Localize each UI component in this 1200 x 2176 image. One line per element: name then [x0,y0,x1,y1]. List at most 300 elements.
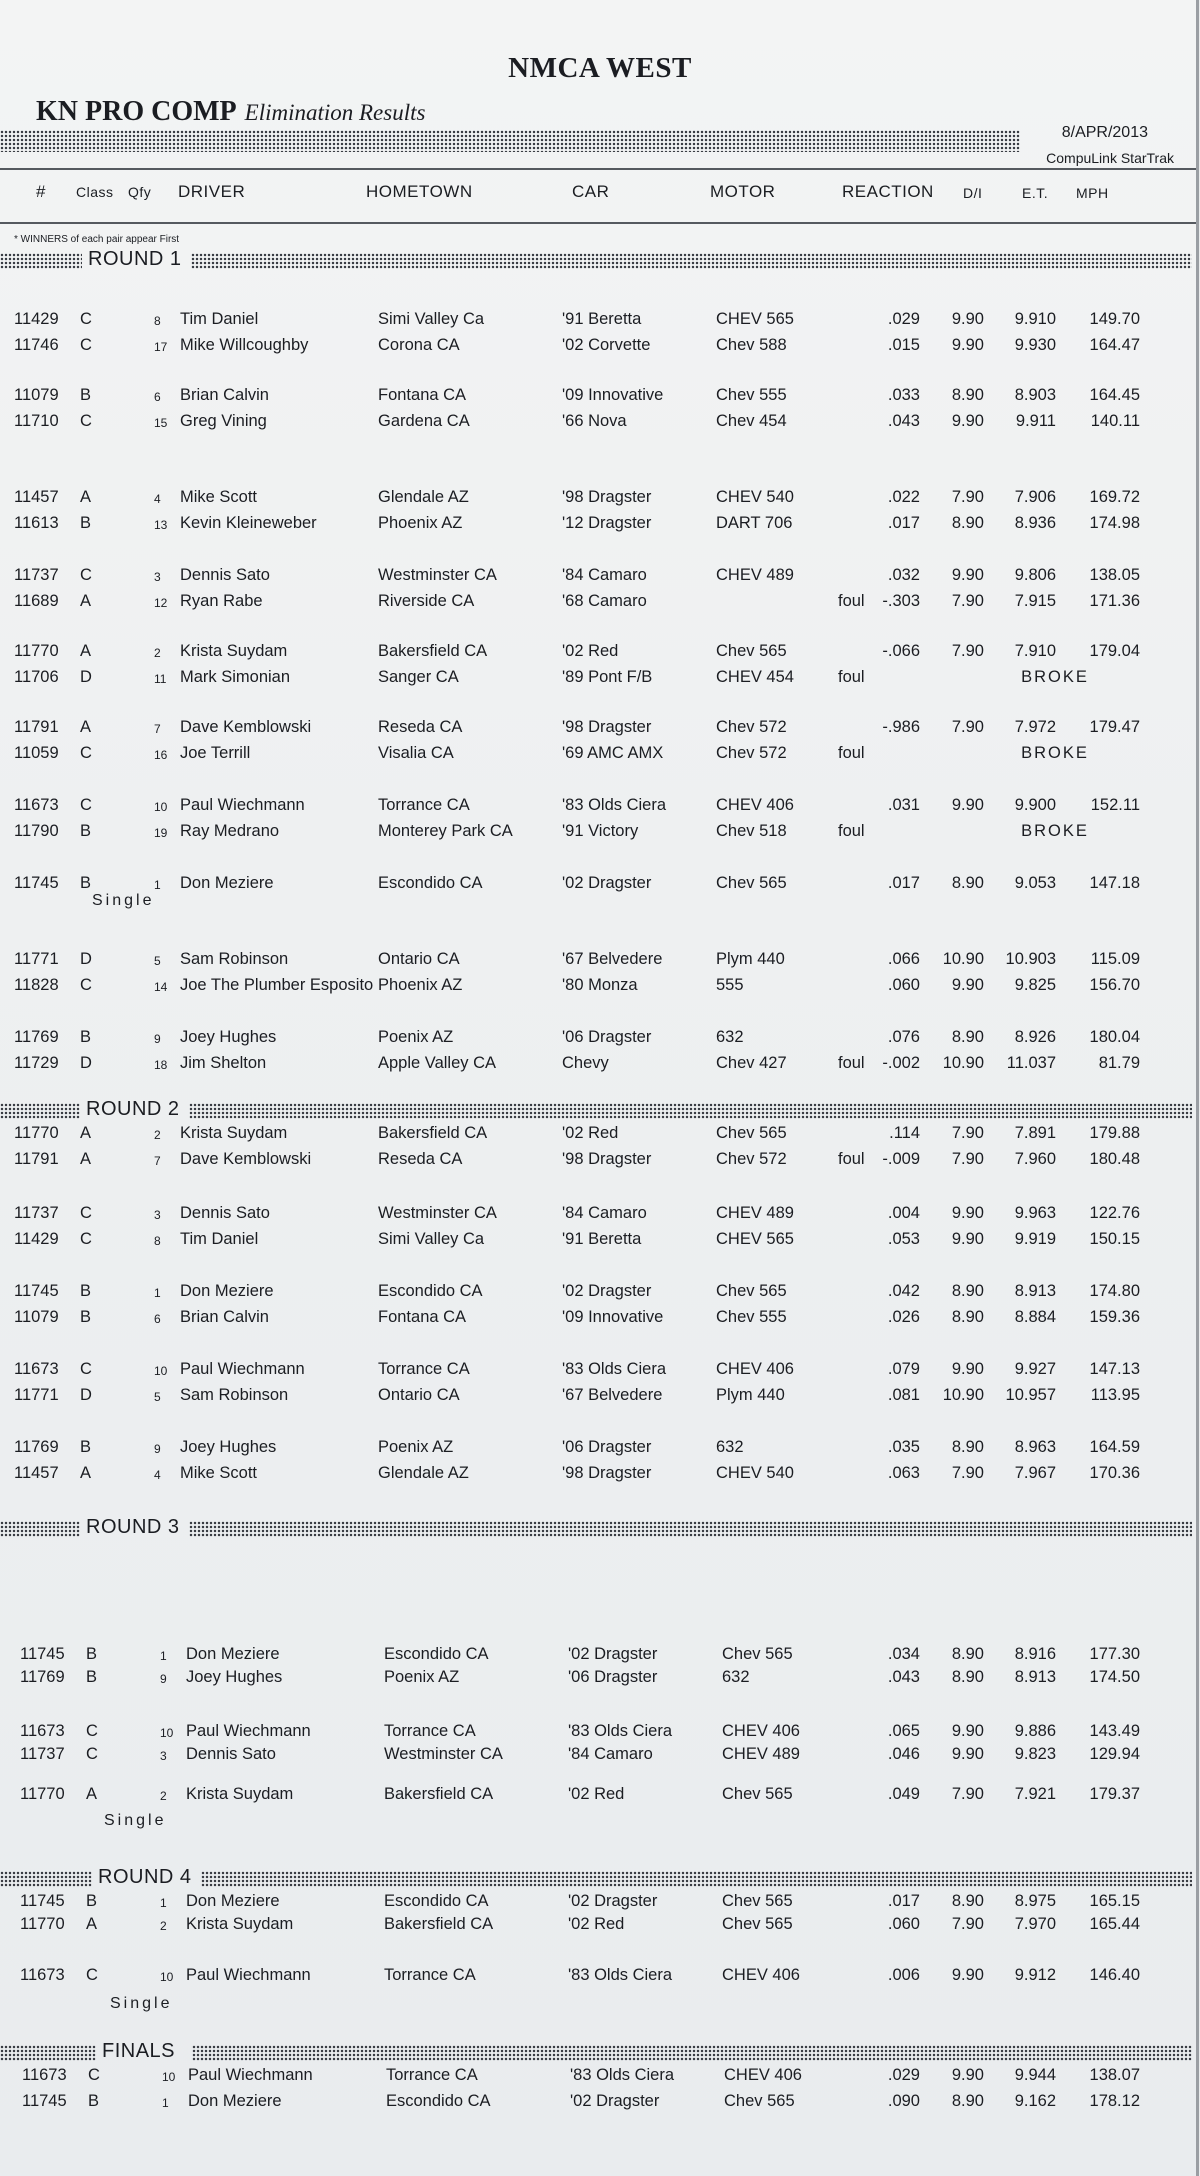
hometown: Torrance CA [384,1966,476,1984]
result-row [0,386,1200,408]
car-number: 11729 [14,1054,59,1072]
motor: 632 [716,1028,744,1046]
round-dots-left [0,1871,92,1887]
class-letter: B [80,822,92,840]
hometown: Riverside CA [378,592,475,610]
car-number: 11745 [14,874,59,892]
car-number: 11769 [14,1028,59,1046]
hometown: Escondido CA [386,2092,491,2110]
car-model: '98 Dragster [562,488,652,506]
motor: 632 [722,1668,750,1686]
reaction-time: .065 [887,1722,920,1740]
reaction-time: .033 [887,386,920,404]
mph: 122.76 [1089,1204,1140,1222]
result-row [0,950,1200,972]
reaction-time: .079 [887,1360,920,1378]
round-dots-right [189,1103,1192,1119]
foul-flag: foul [838,592,865,610]
dial-in: 7.90 [951,1464,984,1482]
qualify-position: 10 [160,1726,174,1740]
car-model: '06 Dragster [568,1668,658,1686]
car-number: 11745 [22,2092,67,2110]
class-letter: A [86,1915,98,1933]
hometown: Bakersfield CA [384,1915,494,1933]
col-motor: MOTOR [710,182,776,201]
car-number: 11429 [14,310,59,328]
mph: 170.36 [1089,1464,1140,1482]
elapsed-time: 7.970 [1014,1915,1056,1933]
class-letter: C [80,744,92,762]
elapsed-time: 9.912 [1014,1966,1056,1984]
elapsed-time: 8.913 [1014,1668,1056,1686]
motor: CHEV 406 [722,1966,800,1984]
car-number: 11770 [14,642,59,660]
mph: 174.80 [1089,1282,1140,1300]
car-number: 11079 [14,386,59,404]
driver-name: Paul Wiechmann [186,1966,311,1984]
mph: 165.44 [1089,1915,1140,1933]
car-number: 11737 [20,1745,65,1763]
col-class: Class [76,184,114,200]
reaction-time: .042 [887,1282,920,1300]
hometown: Torrance CA [384,1722,476,1740]
car-number: 11737 [14,566,59,584]
reaction-time: .046 [887,1745,920,1763]
reaction-time: .017 [887,514,920,532]
qualify-position: 15 [154,416,168,430]
qualify-position: 13 [154,518,168,532]
hometown: Apple Valley CA [378,1054,497,1072]
driver-name: Don Meziere [180,1282,274,1300]
foul-flag: foul [838,1150,865,1168]
col-driver: DRIVER [178,182,246,201]
dial-in: 9.90 [951,1204,984,1222]
motor: Chev 565 [722,1645,793,1663]
qualify-position: 1 [154,878,161,892]
driver-name: Joey Hughes [180,1438,277,1456]
mph: 140.11 [1090,412,1140,430]
round-dots-right [201,1871,1192,1887]
driver-name: Don Meziere [188,2092,282,2110]
class-letter: C [86,1745,98,1763]
mph: 147.18 [1089,874,1140,892]
result-row [0,412,1200,434]
result-row [0,874,1200,896]
result-row [0,1028,1200,1050]
class-letter: B [80,1028,92,1046]
class-letter: A [80,642,92,660]
car-model: '02 Dragster [568,1645,658,1663]
hometown: Corona CA [378,336,460,354]
driver-name: Mike Scott [180,488,258,506]
hometown: Poenix AZ [378,1028,454,1046]
mph: 149.70 [1089,310,1140,328]
driver-name: Dave Kemblowski [180,1150,312,1168]
elapsed-time: 8.916 [1014,1645,1056,1663]
car-model: '84 Camaro [568,1745,653,1763]
reaction-time: .049 [887,1785,920,1803]
class-letter: C [86,1722,98,1740]
round-label: ROUND 1 [88,248,182,270]
dial-in: 8.90 [951,1668,984,1686]
motor: CHEV 489 [716,1204,794,1222]
result-row [0,744,1200,766]
motor: Chev 565 [722,1785,793,1803]
result-row [0,976,1200,998]
header-rule-top [0,168,1196,170]
car-number: 11457 [14,488,59,506]
reaction-time: .066 [887,950,920,968]
motor: CHEV 565 [716,310,794,328]
qualify-position: 7 [154,1154,161,1168]
driver-name: Mike Scott [180,1464,258,1482]
hometown: Westminster CA [378,566,497,584]
result-row [0,1645,1200,1667]
class-letter: C [88,2066,100,2084]
qualify-position: 3 [154,1208,161,1222]
driver-name: Don Meziere [180,874,274,892]
class-name: KN PRO COMP [36,96,237,127]
dial-in: 8.90 [951,1308,984,1326]
elapsed-time: 7.915 [1014,592,1056,610]
dial-in: 7.90 [951,642,984,660]
round-label: FINALS [102,2040,176,2062]
elapsed-time: 10.903 [1005,950,1056,968]
reaction-time: .029 [887,310,920,328]
elapsed-time: 10.957 [1005,1386,1056,1404]
foul-flag: foul [838,744,865,762]
driver-name: Ray Medrano [180,822,280,840]
car-number: 11745 [14,1282,59,1300]
result-row [0,718,1200,740]
qualify-position: 2 [160,1789,167,1803]
car-model: '68 Camaro [562,592,647,610]
mph: 179.88 [1089,1124,1140,1142]
result-row [0,1150,1200,1172]
driver-name: Joey Hughes [186,1668,283,1686]
round-label: ROUND 4 [98,1866,192,1888]
motor: Chev 427 [716,1054,787,1072]
reaction-time: .006 [887,1966,920,1984]
round-dots-right [191,253,1192,269]
hometown: Reseda CA [378,1150,463,1168]
motor: CHEV 489 [722,1745,800,1763]
mph: 178.12 [1089,2092,1140,2110]
car-number: 11673 [14,1360,59,1378]
dial-in: 8.90 [951,386,984,404]
car-model: '83 Olds Ciera [562,796,667,814]
class-letter: C [80,1360,92,1378]
result-row [0,1464,1200,1486]
elapsed-time: 7.967 [1014,1464,1056,1482]
dial-in: 8.90 [951,514,984,532]
round-header [0,1516,1200,1542]
driver-name: Joey Hughes [180,1028,277,1046]
elapsed-time: 9.963 [1014,1204,1056,1222]
dial-in: 10.90 [942,1386,984,1404]
car-model: '66 Nova [562,412,627,430]
class-letter: B [80,514,92,532]
elapsed-time: 9.919 [1014,1230,1056,1248]
qualify-position: 11 [154,672,167,686]
car-model: '12 Dragster [562,514,652,532]
result-row [0,2092,1200,2114]
driver-name: Paul Wiechmann [180,796,305,814]
qualify-position: 9 [154,1442,161,1456]
car-model: '02 Red [568,1915,625,1933]
mph: 138.07 [1089,2066,1140,2084]
elapsed-time: 11.037 [1006,1054,1056,1072]
hometown: Torrance CA [386,2066,478,2084]
hometown: Simi Valley Ca [378,310,485,328]
motor: Plym 440 [716,1386,785,1404]
driver-name: Krista Suydam [180,1124,288,1142]
motor: Chev 565 [722,1915,793,1933]
motor: 632 [716,1438,744,1456]
motor: Chev 565 [716,874,787,892]
result-row [0,1438,1200,1460]
mph: 179.37 [1089,1785,1140,1803]
mph: 138.05 [1089,566,1140,584]
single-run-label: Single [104,1812,167,1829]
qualify-position: 1 [160,1896,167,1910]
car-number: 11706 [14,668,59,686]
driver-name: Tim Daniel [180,310,259,328]
mph: 164.59 [1089,1438,1140,1456]
result-row [0,2066,1200,2088]
single-run-label: Single [92,892,155,909]
hometown: Poenix AZ [384,1668,460,1686]
elapsed-time: 9.900 [1014,796,1056,814]
dial-in: 7.90 [951,1124,984,1142]
col-mph: MPH [1076,185,1109,201]
car-number: 11457 [14,1464,59,1482]
qualify-position: 18 [154,1058,168,1072]
qualify-position: 9 [154,1032,161,1046]
car-model: '91 Beretta [562,310,642,328]
mph: 129.94 [1089,1745,1140,1763]
reaction-time: .031 [887,796,920,814]
hometown: Sanger CA [378,668,459,686]
reaction-time: .114 [889,1124,920,1142]
result-row [0,1360,1200,1382]
elapsed-time: 8.936 [1014,514,1056,532]
motor: Chev 572 [716,744,787,762]
reaction-time: -.303 [882,592,920,610]
hometown: Phoenix AZ [378,514,463,532]
car-model: '02 Dragster [568,1892,658,1910]
driver-name: Paul Wiechmann [180,1360,305,1378]
result-row [0,1966,1200,1988]
elapsed-time: 8.913 [1014,1282,1056,1300]
round-dots-left [0,1103,80,1119]
dial-in: 9.90 [951,310,984,328]
car-model: '02 Dragster [570,2092,660,2110]
result-row [0,1668,1200,1690]
car-model: '89 Pont F/B [562,668,653,686]
car-model: '69 AMC AMX [562,744,664,762]
elapsed-time: 9.927 [1014,1360,1056,1378]
dial-in: 9.90 [951,976,984,994]
mph: 81.79 [1098,1054,1140,1072]
elapsed-time: 8.926 [1014,1028,1056,1046]
elapsed-time: 7.921 [1014,1785,1056,1803]
motor: CHEV 406 [724,2066,802,2084]
mph: 180.48 [1089,1150,1140,1168]
car-model: '09 Innovative [562,1308,664,1326]
class-heading [36,96,425,128]
motor: Chev 565 [724,2092,795,2110]
mph: 143.49 [1089,1722,1140,1740]
round-header [0,248,1200,274]
car-model: '91 Beretta [562,1230,642,1248]
reaction-time: .076 [887,1028,920,1046]
reaction-time: .032 [887,566,920,584]
mph: 150.15 [1089,1230,1140,1248]
dial-in: 7.90 [951,1915,984,1933]
elapsed-time: 9.806 [1014,566,1056,584]
result-row [0,488,1200,510]
hometown: Glendale AZ [378,488,469,506]
class-letter: B [86,1645,98,1663]
result-row [0,514,1200,536]
elapsed-time: 7.910 [1014,642,1056,660]
dial-in: 8.90 [951,1438,984,1456]
mph: 164.47 [1089,336,1140,354]
col-car: CAR [572,182,610,201]
dial-in: 9.90 [951,336,984,354]
car-number: 11745 [20,1892,65,1910]
car-model: '02 Dragster [562,874,652,892]
elapsed-time: BROKE [1021,822,1089,840]
qualify-position: 4 [154,492,161,506]
qualify-position: 3 [160,1749,167,1763]
elapsed-time: 9.886 [1014,1722,1056,1740]
event-title: NMCA WEST [508,52,692,84]
round-dots-left [0,253,82,269]
qualify-position: 2 [160,1919,167,1933]
reaction-time: .017 [887,874,920,892]
driver-name: Ryan Rabe [180,592,263,610]
class-letter: A [80,1124,92,1142]
dial-in: 8.90 [951,1892,984,1910]
driver-name: Dennis Sato [180,566,270,584]
hometown: Fontana CA [378,1308,467,1326]
reaction-time: .004 [887,1204,920,1222]
motor: Chev 588 [716,336,787,354]
class-letter: B [80,386,92,404]
round-header [0,2040,1200,2066]
hometown: Reseda CA [378,718,463,736]
car-number: 11673 [20,1722,65,1740]
car-model: '83 Olds Ciera [568,1722,673,1740]
qualify-position: 2 [154,646,161,660]
reaction-time: .026 [887,1308,920,1326]
dial-in: 8.90 [951,1028,984,1046]
car-model: Chevy [562,1054,609,1072]
qualify-position: 19 [154,826,168,840]
hometown: Escondido CA [378,874,483,892]
driver-name: Joe The Plumber Esposito [180,976,374,994]
motor: 555 [716,976,744,994]
car-number: 11673 [14,796,59,814]
dial-in: 7.90 [951,718,984,736]
hometown: Glendale AZ [378,1464,469,1482]
driver-name: Brian Calvin [180,386,269,404]
car-model: '67 Belvedere [562,950,663,968]
elapsed-time: 9.823 [1014,1745,1056,1763]
class-letter: D [80,1054,92,1072]
mph: 179.04 [1089,642,1140,660]
class-letter: B [80,1438,92,1456]
qualify-position: 5 [154,954,161,968]
mph: 165.15 [1089,1892,1140,1910]
driver-name: Kevin Kleineweber [180,514,317,532]
elapsed-time: 9.910 [1014,310,1056,328]
round-dots-left [0,2045,96,2061]
mph: 179.47 [1089,718,1140,736]
column-header-row [0,182,1200,206]
motor: Chev 518 [716,822,787,840]
dial-in: 8.90 [951,2092,984,2110]
reaction-time: -.009 [882,1150,920,1168]
class-letter: B [86,1668,98,1686]
driver-name: Joe Terrill [180,744,251,762]
col-qfy: Qfy [128,184,152,200]
elapsed-time: 7.891 [1014,1124,1056,1142]
dial-in: 7.90 [951,488,984,506]
elapsed-time: 9.911 [1015,412,1056,430]
round-header [0,1866,1200,1892]
hometown: Visalia CA [378,744,454,762]
elapsed-time: BROKE [1021,744,1089,762]
hometown: Ontario CA [378,1386,460,1404]
elapsed-time: 8.975 [1014,1892,1056,1910]
qualify-position: 10 [154,1364,168,1378]
motor: Chev 565 [716,1282,787,1300]
result-row [0,1722,1200,1744]
car-number: 11769 [20,1668,65,1686]
mph: 174.98 [1089,514,1140,532]
class-letter: D [80,668,92,686]
qualify-position: 7 [154,722,161,736]
dial-in: 10.90 [942,1054,984,1072]
reaction-time: -.002 [882,1054,920,1072]
col-di: D/I [963,185,983,201]
result-row [0,566,1200,588]
class-letter: C [86,1966,98,1984]
qualify-position: 5 [154,1390,161,1404]
col-hometown: HOMETOWN [366,182,473,201]
driver-name: Krista Suydam [186,1785,294,1803]
hometown: Simi Valley Ca [378,1230,485,1248]
driver-name: Don Meziere [186,1645,280,1663]
motor: Chev 565 [722,1892,793,1910]
header-dotted-band [0,130,1020,152]
class-letter: B [88,2092,100,2110]
hometown: Fontana CA [378,386,467,404]
result-row [0,1915,1200,1937]
result-row [0,796,1200,818]
car-model: '98 Dragster [562,1464,652,1482]
driver-name: Paul Wiechmann [186,1722,311,1740]
elapsed-time: 9.930 [1014,336,1056,354]
dial-in: 9.90 [951,1360,984,1378]
dial-in: 9.90 [951,1745,984,1763]
qualify-position: 12 [154,596,168,610]
car-number: 11790 [14,822,59,840]
mph: 146.40 [1089,1966,1140,1984]
